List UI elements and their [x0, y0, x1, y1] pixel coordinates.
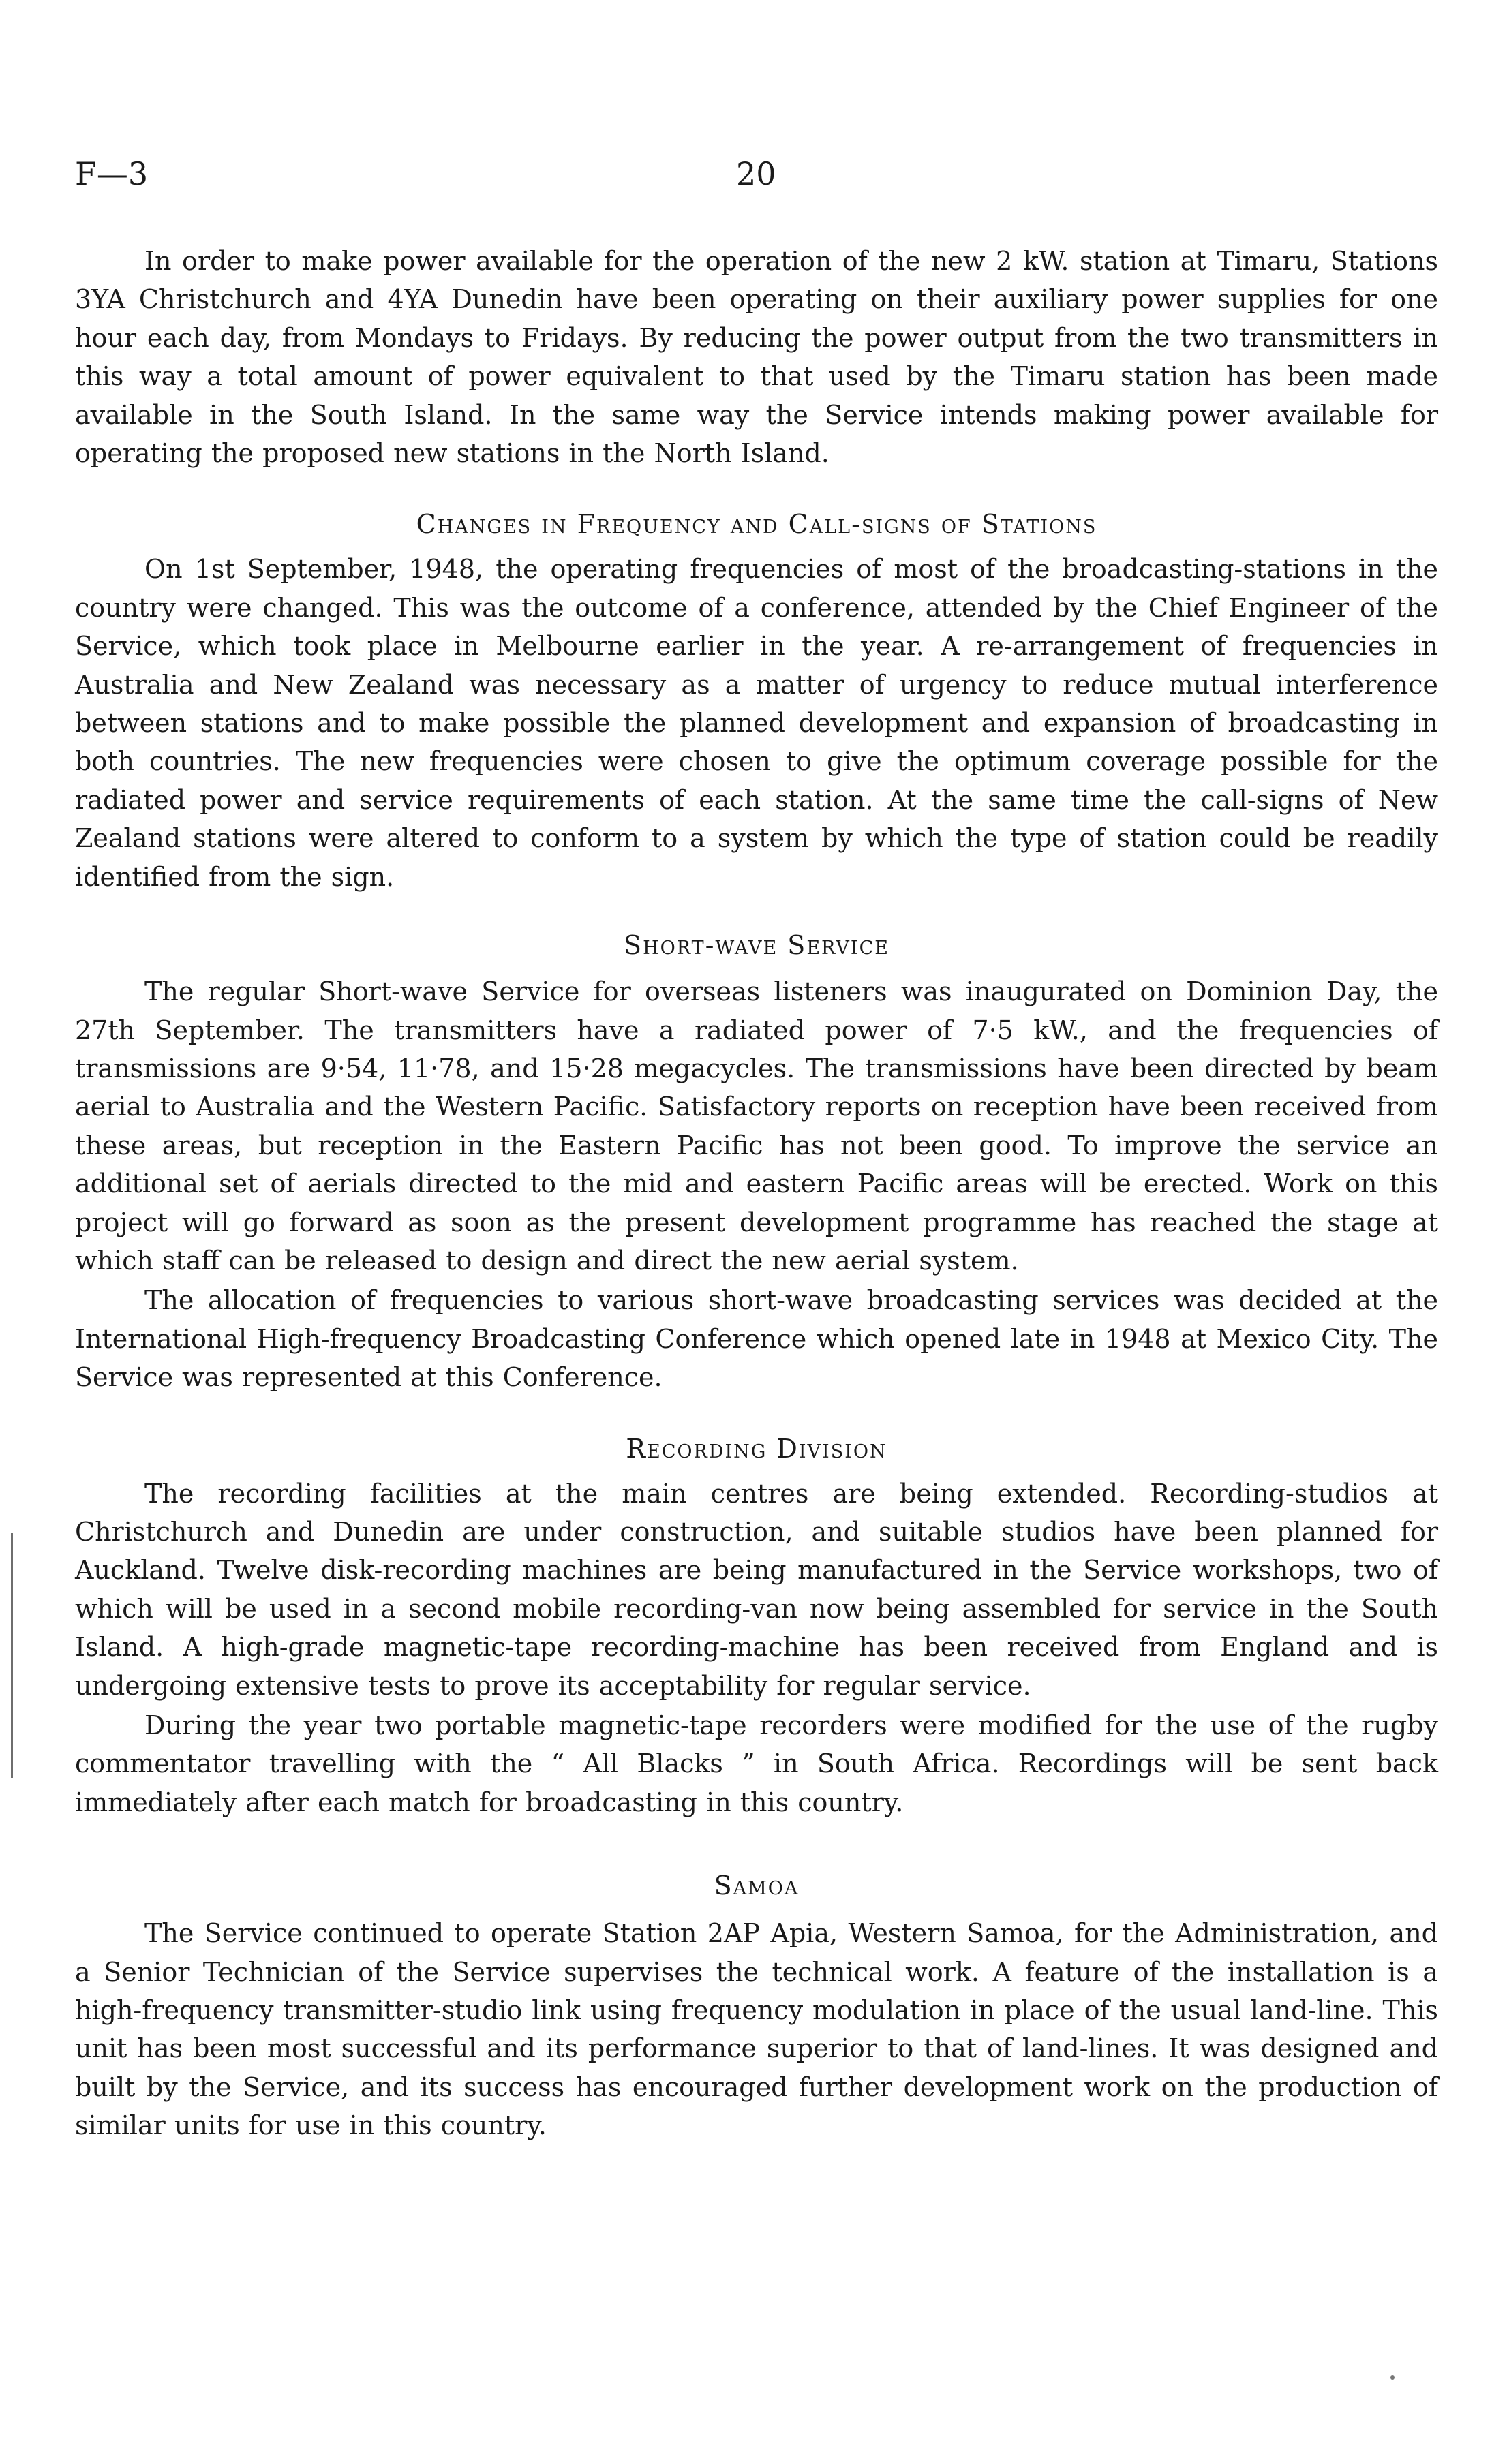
section-heading: Short-wave Service: [624, 930, 889, 961]
paragraph: In order to make power available for the operation of the new 2 kW. station at Timaru, Stations 3YA Christchurch and 4YA Dunedin have been operating on their auxiliary power supplies for one hour each day, from Mondays to Fridays. By reducing the power output from the two transmitters in this way a total amount of power equivalent to that used by the Timaru station has been made available in the South Island. In the same way the Service intends making power available for operating the proposed new stations in the North Island.: [75, 246, 1438, 469]
paragraph: During the year two portable magnetic-tape recorders were modified for the use of the rugby commentator travelling with the “ All Blacks ” in South Africa. Recordings will be sent back immediately after each match for broadcasting in this country.: [75, 1710, 1438, 1817]
body-text: [75, 242, 1438, 2145]
paragraph: The regular Short-wave Service for overseas listeners was inaugurated on Dominion Day, the 27th September. The transmitters have a radiated power of 7·5 kW., and the frequencies of transmissions are 9·54, 11·78, and 15·28 megacycles. The transmissions have been directed by beam aerial to Australia and the Western Pacific. Satisfactory reports on reception have been received from these areas, but reception in the Eastern Pacific has not been good. To improve the service an additional set of aerials directed to the mid and eastern Pacific areas will be erected. Work on this project will go forward as soon as the present development programme has reached the stage at which staff can be released to design and direct the new aerial system.: [75, 976, 1438, 1276]
margin-rule: [11, 1533, 13, 1778]
section-heading: Recording Division: [626, 1433, 887, 1464]
section-intro: [75, 242, 1438, 472]
paragraph: The Service continued to operate Station 2AP Apia, Western Samoa, for the Administration, and a Senior Technician of the Service supervises the technical work. A feature of the installation is a high-frequency transmitter-studio link using frequency modulation in place of the usual land-line. This unit has been most successful and its performance superior to that of land-lines. It was designed and built by the Service, and its success has encouraged further development work on the production of similar units for use in this country.: [75, 1918, 1438, 2141]
paragraph: The allocation of frequencies to various short-wave broadcasting services was decided at the International High-frequency Broadcasting Conference which opened late in 1948 at Mexico City. The Service was represented at this Conference.: [75, 1285, 1438, 1393]
section-samoa: [75, 1866, 1438, 2144]
document-page: [75, 0, 1438, 2464]
paragraph: The recording facilities at the main centres are being extended. Recording-studios at Christchurch and Dunedin are under construction, and suitable studios have been planned for Auckland. Twelve disk-recording machines are being manufactured in the Service workshops, two of which will be used in a second mobile recording-van now being assembled for service in the South Island. A high-grade magnetic-tape recording-machine has been received from England and is undergoing extensive tests to prove its acceptability for regular service.: [75, 1478, 1438, 1701]
section-recording: [75, 1430, 1438, 1822]
section-changes: [75, 505, 1438, 896]
section-heading: Changes in Frequency and Call-signs of Stations: [416, 509, 1097, 540]
document-code: F—3: [75, 155, 149, 192]
running-header: [75, 155, 1438, 196]
section-heading: Samoa: [714, 1870, 800, 1901]
section-shortwave: [75, 926, 1438, 1396]
scan-speck: [1390, 2375, 1395, 2380]
paragraph: On 1st September, 1948, the operating frequencies of most of the broadcasting-stations in the country were changed. This was the outcome of a conference, attended by the Chief Engineer of the Service, which took place in Melbourne earlier in the year. A re-arrangement of frequencies in Australia and New Zealand was necessary as a matter of urgency to reduce mutual interference between stations and to make possible the planned development and expansion of broadcasting in both countries. The new frequencies were chosen to give the optimum coverage possible for the radiated power and service requirements of each station. At the same time the call-signs of New Zealand stations were altered to conform to a system by which the type of station could be readily identified from the sign.: [75, 554, 1438, 892]
page-number: 20: [736, 155, 776, 192]
